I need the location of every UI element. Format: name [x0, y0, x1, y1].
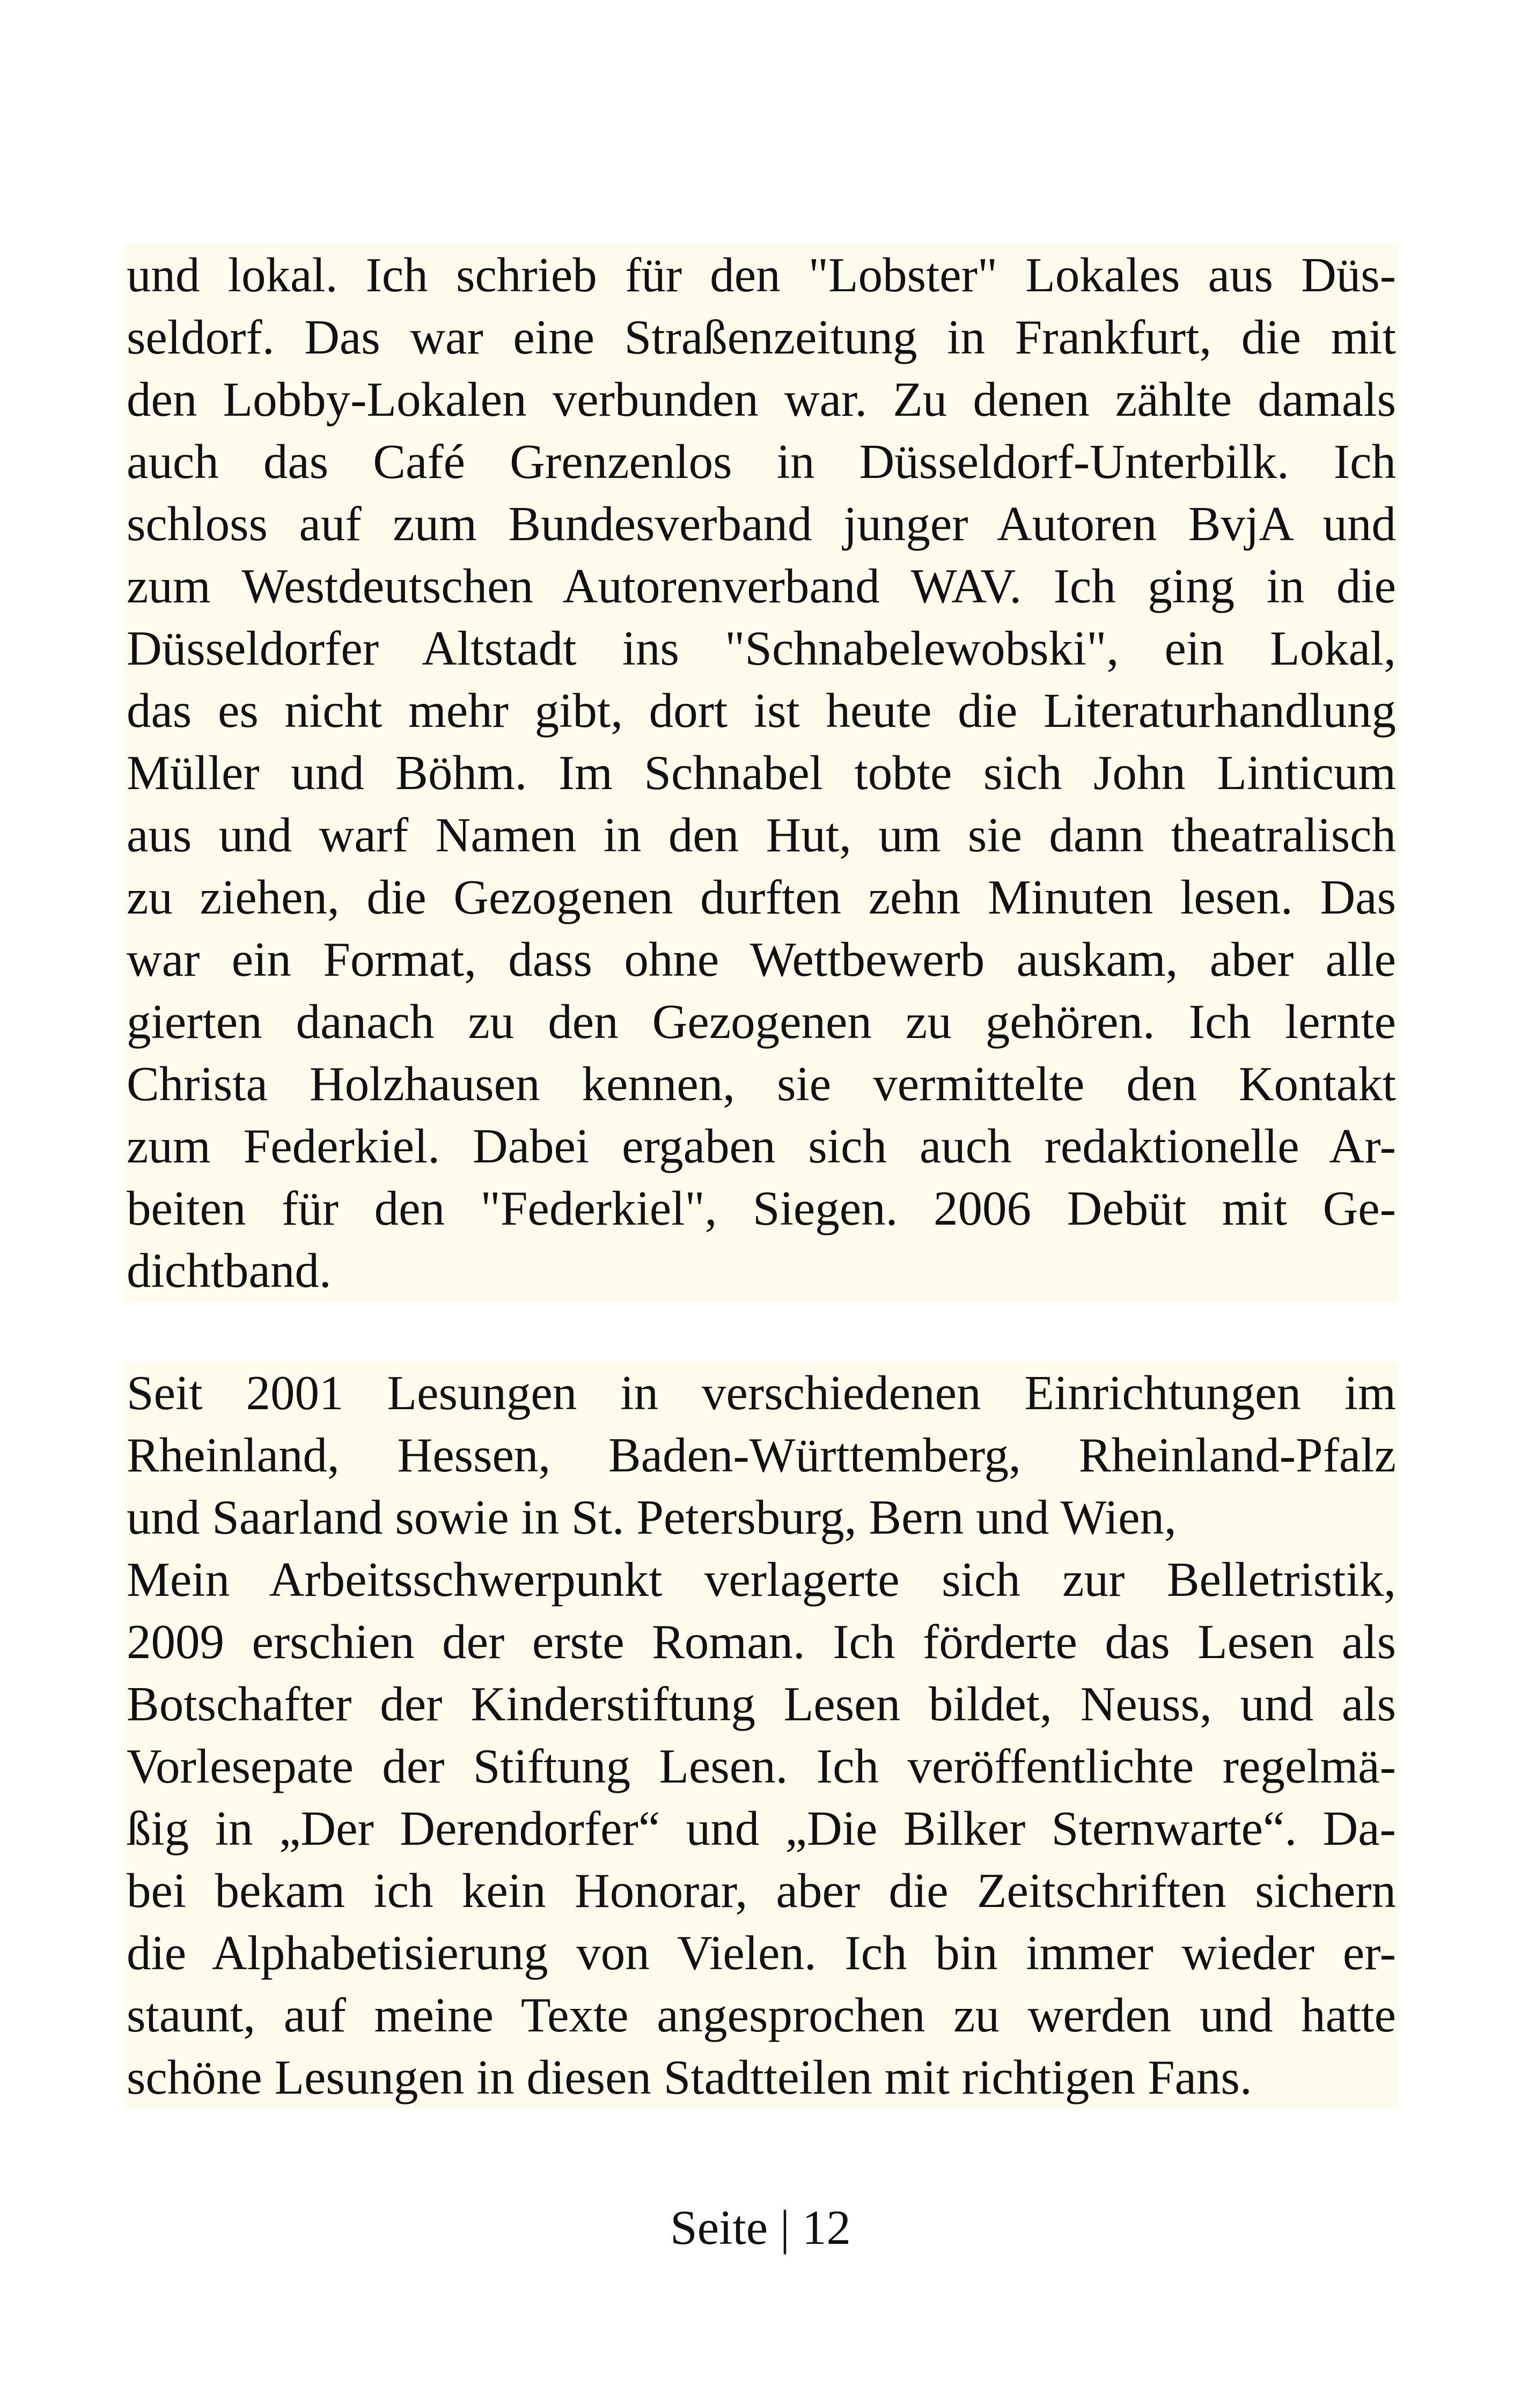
text-line: zum Westdeutschen Autorenverband WAV. Ich ging in die — [127, 559, 1396, 613]
text-line: war ein Format, dass ohne Wettbewerb auskam, aber alle — [127, 932, 1396, 986]
text-line: Vorlesepate der Stiftung Lesen. Ich veröffentlichte regelmä- — [127, 1739, 1396, 1793]
text-line: schloss auf zum Bundesverband junger Autoren BvjA und — [127, 497, 1396, 551]
text-line: Botschafter der Kinderstiftung Lesen bildet, Neuss, und als — [127, 1677, 1396, 1731]
text-line: zum Federkiel. Dabei ergaben sich auch redaktionelle Ar- — [127, 1119, 1396, 1173]
text-line: Rheinland, Hessen, Baden-Württemberg, Rheinland-Pfalz — [127, 1428, 1396, 1482]
text-line: staunt, auf meine Texte angesprochen zu werden und hatte — [127, 1988, 1396, 2042]
page-number: Seite | 12 — [670, 2200, 851, 2255]
text-line: bei bekam ich kein Honorar, aber die Zeitschriften sichern — [127, 1864, 1396, 1918]
text-line: Christa Holzhausen kennen, sie vermittelte den Kontakt — [127, 1057, 1396, 1111]
text-line: das es nicht mehr gibt, dort ist heute die Literaturhandlung — [127, 683, 1396, 738]
text-line: die Alphabetisierung von Vielen. Ich bin immer wieder er- — [127, 1926, 1396, 1980]
text-line: gierten danach zu den Gezogenen zu gehören. Ich lernte — [127, 995, 1396, 1049]
text-line: beiten für den "Federkiel", Siegen. 2006 Debüt mit Ge- — [127, 1181, 1396, 1235]
text-line: auch das Café Grenzenlos in Düsseldorf-Unterbilk. Ich — [127, 435, 1396, 489]
text-line: schöne Lesungen in diesen Stadtteilen mit richtigen Fans. — [127, 2050, 1252, 2104]
text-line: Düsseldorfer Altstadt ins "Schnabelewobski", ein Lokal, — [127, 621, 1396, 675]
text-line: Mein Arbeitsschwerpunkt verlagerte sich zur Belletristik, — [127, 1552, 1396, 1607]
text-line: ßig in „Der Derendorfer“ und „Die Bilker Sternwarte“. Da- — [127, 1801, 1396, 1855]
text-line: aus und warf Namen in den Hut, um sie dann theatralisch — [127, 808, 1396, 862]
paragraph-1 — [124, 244, 1398, 1302]
text-line: zu ziehen, die Gezogenen durften zehn Minuten lesen. Das — [127, 870, 1396, 924]
text-line: und lokal. Ich schrieb für den "Lobster" Lokales aus Düs- — [127, 248, 1396, 302]
text-line: und Saarland sowie in St. Petersburg, Bern und Wien, — [127, 1490, 1177, 1544]
text-line: Seit 2001 Lesungen in verschiedenen Einrichtungen im — [127, 1366, 1396, 1420]
text-line: Müller und Böhm. Im Schnabel tobte sich John Linticum — [127, 746, 1396, 800]
text-line: dichtband. — [127, 1243, 332, 1298]
text-line: den Lobby-Lokalen verbunden war. Zu denen zählte damals — [127, 372, 1396, 426]
text-line: seldorf. Das war eine Straßenzeitung in Frankfurt, die mit — [127, 310, 1396, 364]
text-line: 2009 erschien der erste Roman. Ich förderte das Lesen als — [127, 1615, 1396, 1669]
paragraph-2 — [124, 1362, 1398, 2109]
